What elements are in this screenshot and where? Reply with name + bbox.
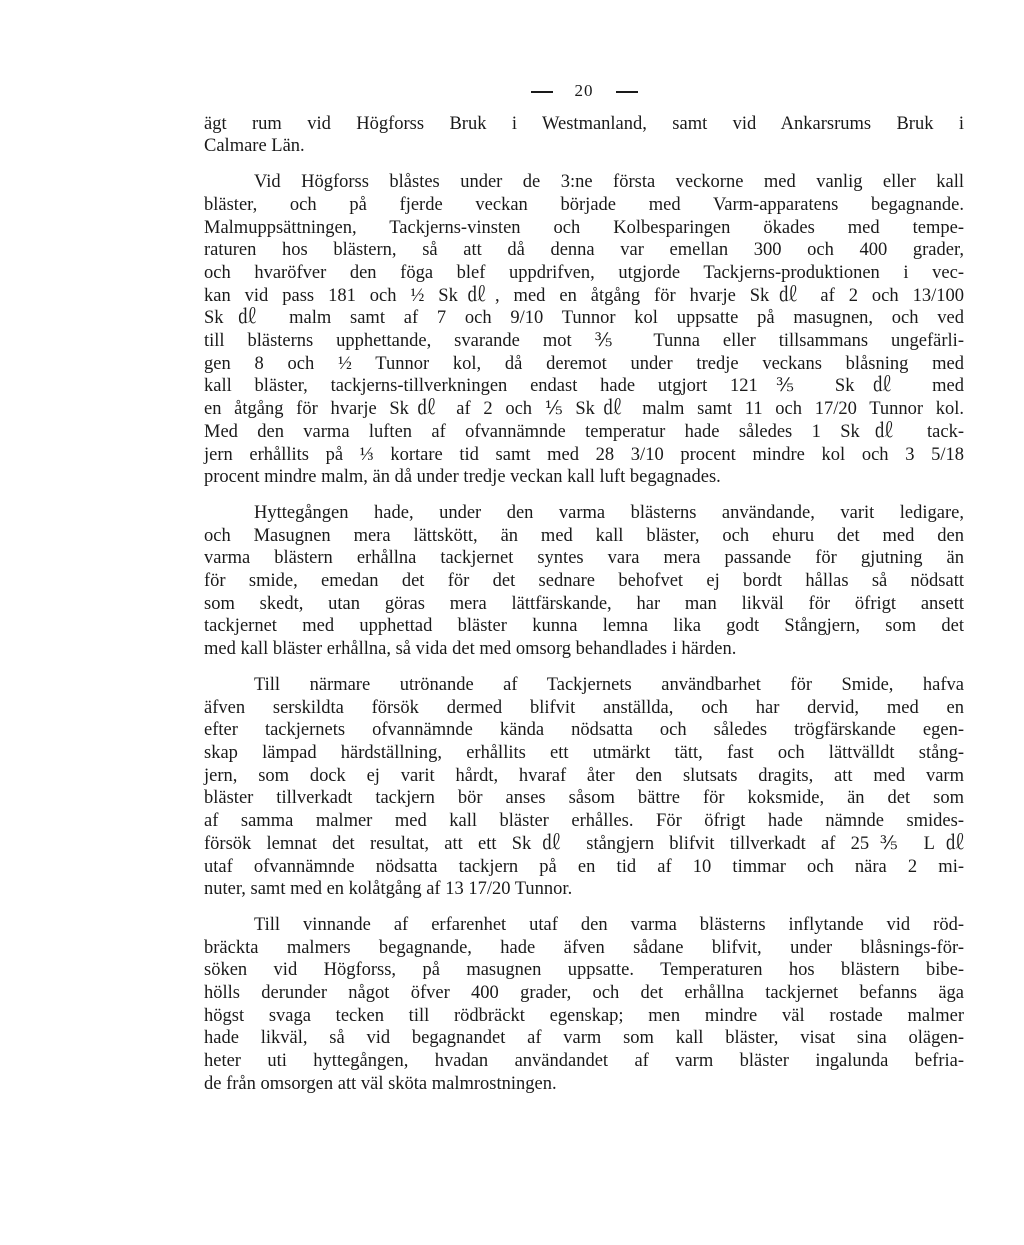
text-line: raturen hos blästern, så att då denna var emellan 300 och 400 grader, (204, 240, 964, 261)
text-line: efter tackjernets ofvannämnde kända nödsatta och således trögfärskande egen- (204, 720, 964, 741)
text-line: Till vinnande af erfarenhet utaf den varma blästerns inflytande vid röd- (254, 914, 964, 935)
text-line: som skedt, utan göras mera lättfärskande, har man likväl för öfrigt ansett (204, 593, 964, 614)
text-line: och hvaröfver den föga blef uppdrifven, utgjorde Tackjerns-produktionen i vec- (204, 262, 964, 283)
text-line: gen 8 och ½ Tunnor kol, då deremot under tredje veckans blåsning med (204, 353, 964, 374)
text-line: tackjernet med upphettad bläster kunna lemna lika godt Stångjern, som det (204, 616, 964, 637)
text-line: heter uti hyttegången, hvadan användandet af varm bläster ingalunda befria- (204, 1051, 964, 1072)
text-line: Hyttegången hade, under den varma blästerns användande, varit ledigare, (254, 502, 964, 523)
text-line: kan vid pass 181 och ½ Sk㎗, med en åtgång för hvarje Sk㎗ af 2 och 13/100 (204, 285, 964, 306)
paragraph (204, 171, 964, 489)
text-line: äfven serskildta försök dermed blifvit anställda, och har dervid, med en (204, 697, 964, 718)
text-line: Med den varma luften af ofvannämnde temperatur hade således 1 Sk㎗ tack- (204, 421, 964, 442)
text-line: jern erhållits på ⅓ kortare tid samt med 28 3/10 procent mindre kol och 3 5/18 (204, 444, 964, 465)
text-line: med kall bläster erhållna, så vida det med omsorg behandlades i härden. (204, 639, 737, 660)
text-line: procent mindre malm, än då under tredje veckan kall luft begagnades. (204, 467, 721, 488)
text-line: Vid Högforss blåstes under de 3:ne första veckorne med vanlig eller kall (254, 172, 964, 193)
text-line: Calmare Län. (204, 136, 305, 157)
text-line: bläster, och på fjerde veckan började med Varm-apparatens begagnande. (204, 194, 964, 215)
text-line: en åtgång för hvarje Sk㎗ af 2 och ⅕ Sk㎗ malm samt 11 och 17/20 Tunnor kol. (204, 399, 964, 420)
text-line: till blästerns upphettande, svarande mot ⅗ Tunna eller tillsammans ungefärli- (204, 331, 964, 352)
text-line: Malmuppsättningen, Tackjerns-vinsten och Kolbesparingen ökades med tempe- (204, 217, 964, 238)
paragraph (204, 502, 964, 661)
header-dash-left (531, 91, 553, 93)
text-line: hölls derunder något öfver 400 grader, och det erhållna tackjernet befanns äga (204, 983, 964, 1004)
text-line: för smide, emedan det för det sednare behofvet ej bordt hållas så nödsatt (204, 571, 964, 592)
text-line: försök lemnat det resultat, att ett Sk㎗ stångjern blifvit tillverkadt af 25⅗ L㎗ (204, 833, 964, 854)
document-page (204, 80, 964, 1096)
paragraph (204, 113, 964, 158)
paragraph (204, 674, 964, 901)
text-line: bräckta malmers begagnande, hade äfven sådane blifvit, under blåsnings-för- (204, 937, 964, 958)
header-dash-right (616, 91, 638, 93)
text-line: de från omsorgen att väl sköta malmrostningen. (204, 1073, 557, 1094)
paragraph (204, 914, 964, 1096)
text-line: hade likväl, så vid begagnandet af varm som kall bläster, visat sina olägen- (204, 1028, 964, 1049)
text-line: kall bläster, tackjerns-tillverkningen endast hade utgjort 121⅗ Sk㎗ med (204, 376, 964, 397)
page-header (204, 80, 964, 103)
text-line: och Masugnen mera lättskött, än med kall bläster, och ehuru det med den (204, 525, 964, 546)
text-line: skap lämpad härdställning, erhållits ett utmärkt tätt, fast och lättvälldt stång- (204, 742, 964, 763)
text-line: Till närmare utrönande af Tackjernets användbarhet för Smide, hafva (254, 674, 964, 695)
text-line: Sk㎗ malm samt af 7 och 9/10 Tunnor kol uppsatte på masugnen, och ved (204, 308, 964, 329)
text-line: jern, som dock ej varit hårdt, hvaraf åter den slutsats dragits, att med varm (204, 765, 964, 786)
text-line: högst svaga tecken till rödbräckt egenskap; men mindre väl rostade malmer (204, 1005, 964, 1026)
text-line: varma blästern erhållna tackjernet syntes vara mera passande för gjutning än (204, 548, 964, 569)
text-line: utaf ofvannämnde nödsatta tackjern på en tid af 10 timmar och nära 2 mi- (204, 856, 964, 877)
text-line: nuter, samt med en kolåtgång af 13 17/20 Tunnor. (204, 879, 573, 900)
body-text (204, 113, 964, 1096)
text-line: ägt rum vid Högforss Bruk i Westmanland, samt vid Ankarsrums Bruk i (204, 113, 964, 134)
text-line: söken vid Högforss, på masugnen uppsatte. Temperaturen hos blästern bibe- (204, 960, 964, 981)
page-number: 20 (574, 81, 594, 100)
text-line: af samma malmer med kall bläster erhålles. För öfrigt hade nämnde smides- (204, 811, 964, 832)
text-line: bläster tillverkadt tackjern bör anses såsom bättre för koksmide, än det som (204, 788, 964, 809)
